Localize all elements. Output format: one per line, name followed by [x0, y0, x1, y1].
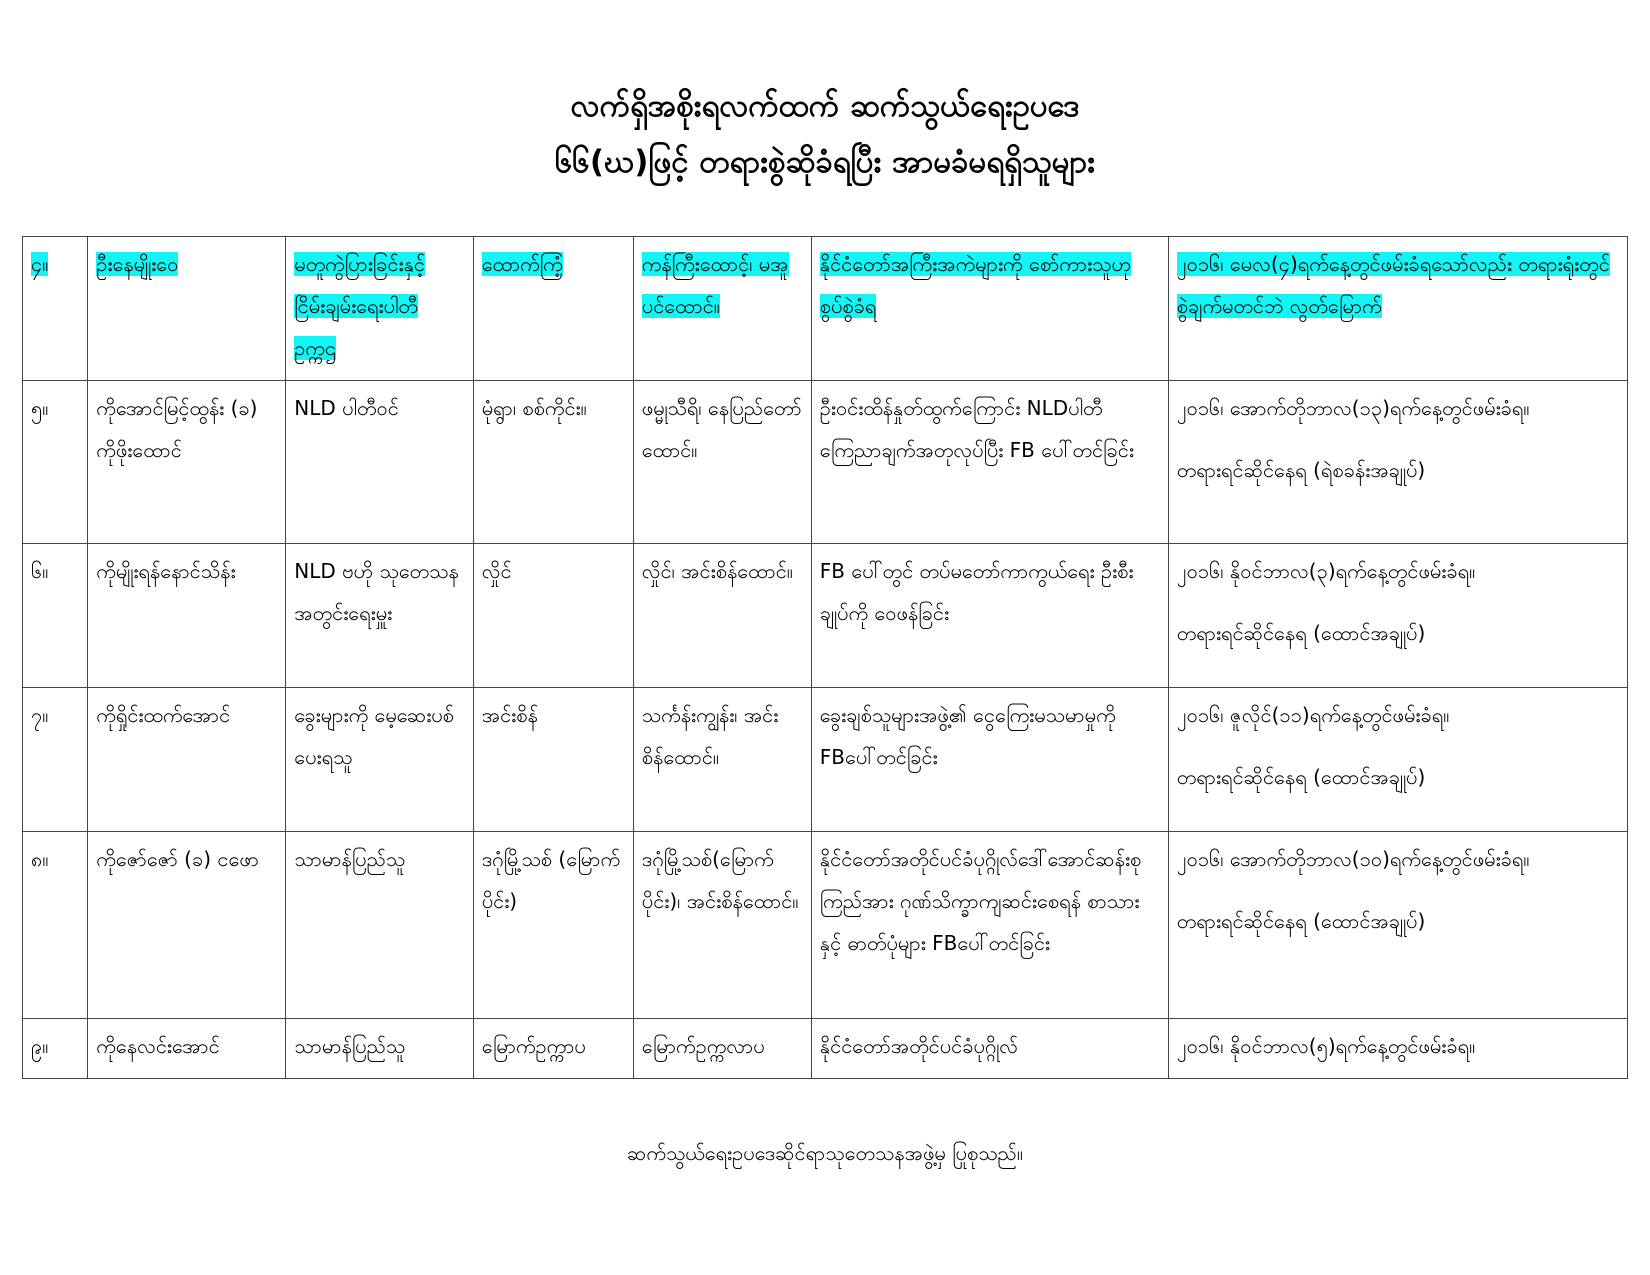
region: ထောက်ကြံ့ [481, 252, 563, 276]
charge-reason-cell [811, 237, 1168, 381]
person-name: ကိုဇော်ဇော် (ခ) ငဖော [96, 847, 259, 871]
status-line: တရားရင်ဆိုင်နေရ (ထောင်အချုပ်) [1176, 621, 1426, 645]
footer-note: ဆက်သွယ်ရေးဥပဒေဆိုင်ရာသုတေသနအဖွဲ့မှ ပြုစုသည်။ [627, 1141, 1023, 1165]
row-number: ၇။ [31, 703, 49, 727]
person-name: ကိုနေလင်းအောင် [96, 1034, 220, 1058]
plaintiff-location: လှိုင်၊ အင်းစိန်ထောင်။ [641, 559, 793, 583]
charge-reason-cell [811, 1019, 1168, 1079]
row-number: ၉။ [31, 1034, 49, 1058]
status-line: ၂၀၁၆၊ မေလ(၄)ရက်နေ့တွင်ဖမ်းခံရသော်လည်း တရားရုံးတွင် စွဲချက်မတင်ဘဲ လွတ်မြောက် [1176, 252, 1610, 318]
status-line: တရားရင်ဆိုင်နေရ (ရဲစခန်းအချုပ်) [1176, 458, 1426, 482]
region: မြောက်ဥက္ကာပ [481, 1034, 586, 1058]
plaintiff-location: ဒဂုံမြို့သစ်(မြောက်ပိုင်း)၊ အင်းစိန်ထောင်။ [641, 847, 799, 913]
charge-reason-cell [811, 688, 1168, 832]
affiliation: သာမာန်ပြည်သူ [294, 847, 406, 871]
row-number-cell [23, 688, 88, 832]
region-cell [473, 544, 633, 688]
plaintiff-location-cell [633, 688, 811, 832]
charge-reason: နိုင်ငံတော်အတိုင်ပင်ခံပုဂ္ဂိုလ် [819, 1034, 1018, 1058]
plaintiff-location-cell [633, 237, 811, 381]
person-name-cell [88, 1019, 286, 1079]
affiliation: မတူကွဲပြားခြင်းနှင့် ငြိမ်းချမ်းရေးပါတီ ဥက္ကဌ [294, 252, 426, 360]
charge-reason: FB ပေါ်တွင် တပ်မတော်ကာကွယ်ရေး ဦးစီးချုပ်ကို ဝေဖန်ခြင်း [819, 559, 1134, 625]
status-cell [1168, 688, 1627, 832]
region: အင်းစိန် [481, 703, 538, 727]
status-line: ၂၀၁၆၊ နိုဝင်ဘာလ(၅)ရက်နေ့တွင်ဖမ်းခံရ။ [1176, 1034, 1476, 1058]
charge-reason: နိုင်ငံတော်အကြီးအကဲများကို စော်ကားသူဟု စွပ်စွဲခံရ [819, 252, 1132, 318]
region-cell [473, 1019, 633, 1079]
table-row [23, 381, 1628, 544]
plaintiff-location-cell [633, 544, 811, 688]
charge-reason: ခွေးချစ်သူများအဖွဲ့၏ ငွေကြေးမသမာမှုကို FBပေါ်တင်ခြင်း [819, 703, 1116, 769]
affiliation-cell [286, 688, 473, 832]
status-line: ၂၀၁၆၊ အောက်တိုဘာလ(၁၃)ရက်နေ့တွင်ဖမ်းခံရ။ [1176, 396, 1530, 420]
person-name: ဦးနေမျိုးဝေ [96, 252, 179, 276]
affiliation: ခွေးများကို မေ့ဆေးပစ်ပေးရသူ [294, 703, 454, 769]
person-name-cell [88, 832, 286, 1019]
status-line: ၂၀၁၆၊ ဇူလိုင်(၁၁)ရက်နေ့တွင်ဖမ်းခံရ။ [1176, 703, 1450, 727]
affiliation-cell [286, 544, 473, 688]
affiliation-cell [286, 1019, 473, 1079]
plaintiff-location-cell [633, 1019, 811, 1079]
charge-reason-cell [811, 381, 1168, 544]
affiliation: NLD ပါတီဝင် [294, 396, 399, 420]
person-name-cell [88, 237, 286, 381]
plaintiff-location: မြောက်ဥက္ကလာပ [641, 1034, 765, 1058]
charge-reason-cell [811, 544, 1168, 688]
row-number-cell [23, 544, 88, 688]
status-line: တရားရင်ဆိုင်နေရ (ထောင်အချုပ်) [1176, 765, 1426, 789]
table-row [23, 832, 1628, 1019]
row-number: ၈။ [31, 847, 49, 871]
table-row [23, 544, 1628, 688]
records-table [22, 236, 1628, 1079]
person-name: ကိုမျိုးရန်နောင်သိန်း [96, 559, 236, 583]
title-line-1: လက်ရှိအစိုးရလက်ထက် ဆက်သွယ်ရေးဥပဒေ [570, 88, 1080, 124]
status-cell [1168, 237, 1627, 381]
row-number-cell [23, 381, 88, 544]
plaintiff-location-cell [633, 381, 811, 544]
status-cell [1168, 1019, 1627, 1079]
plaintiff-location: သင်္ကန်းကျွန်း၊ အင်းစိန်ထောင်။ [641, 703, 779, 769]
affiliation-cell [286, 237, 473, 381]
plaintiff-location: ကန်ကြီးထောင့်၊ မအူပင်ထောင်။ [641, 252, 789, 318]
plaintiff-location: ဖမ္မုသီရိ၊ နေပြည်တော်ထောင်။ [641, 396, 802, 462]
person-name-cell [88, 544, 286, 688]
region: ဒဂုံမြို့သစ် (မြောက်ပိုင်း) [481, 847, 621, 913]
affiliation: သာမာန်ပြည်သူ [294, 1034, 406, 1058]
affiliation: NLD ဗဟို သုတေသန အတွင်းရေးမှူး [294, 559, 459, 625]
charge-reason-cell [811, 832, 1168, 1019]
row-number-cell [23, 237, 88, 381]
row-number: ၆။ [31, 559, 49, 583]
region: လှိုင် [481, 559, 512, 583]
row-number: ၅။ [31, 396, 49, 420]
charge-reason: ဦးဝင်းထိန်နှုတ်ထွက်ကြောင်း NLDပါတီကြေညာချက်အတုလုပ်ပြီး FB ပေါ်တင်ခြင်း [819, 396, 1134, 462]
region-cell [473, 832, 633, 1019]
region: မုံရွာ၊ စစ်ကိုင်း။ [481, 396, 587, 420]
person-name-cell [88, 381, 286, 544]
status-line: ၂၀၁၆၊ နိုဝင်ဘာလ(၃)ရက်နေ့တွင်ဖမ်းခံရ။ [1176, 559, 1476, 583]
table-row [23, 688, 1628, 832]
person-name: ကိုအောင်မြင့်ထွန်း (ခ) ကိုဖိုးထောင် [96, 396, 258, 462]
status-cell [1168, 544, 1627, 688]
affiliation-cell [286, 381, 473, 544]
status-line: ၂၀၁၆၊ အောက်တိုဘာလ(၁၀)ရက်နေ့တွင်ဖမ်းခံရ။ [1176, 847, 1530, 871]
affiliation-cell [286, 832, 473, 1019]
person-name-cell [88, 688, 286, 832]
status-cell [1168, 832, 1627, 1019]
region-cell [473, 381, 633, 544]
document-title [0, 78, 1650, 190]
row-number-cell [23, 832, 88, 1019]
region-cell [473, 688, 633, 832]
region-cell [473, 237, 633, 381]
table-row [23, 237, 1628, 381]
row-number: ၄။ [31, 252, 49, 276]
row-number-cell [23, 1019, 88, 1079]
title-line-2: ၆၆(ဃ)ဖြင့် တရားစွဲဆိုခံရပြီး အာမခံမရရှိသူများ [554, 144, 1096, 180]
plaintiff-location-cell [633, 832, 811, 1019]
status-cell [1168, 381, 1627, 544]
charge-reason: နိုင်ငံတော်အတိုင်ပင်ခံပုဂ္ဂိုလ်ဒေါ်အောင်ဆန်းစုကြည်အား ဂုဏ်သိက္ခာကျဆင်းစေရန် စာသားနှင့် ဓာတ်ပုံများ FBပေါ်တင်ခြင်း [819, 847, 1142, 955]
table-row [23, 1019, 1628, 1079]
person-name: ကိုရှိုင်းထက်အောင် [96, 703, 231, 727]
status-line: တရားရင်ဆိုင်နေရ (ထောင်အချုပ်) [1176, 909, 1426, 933]
